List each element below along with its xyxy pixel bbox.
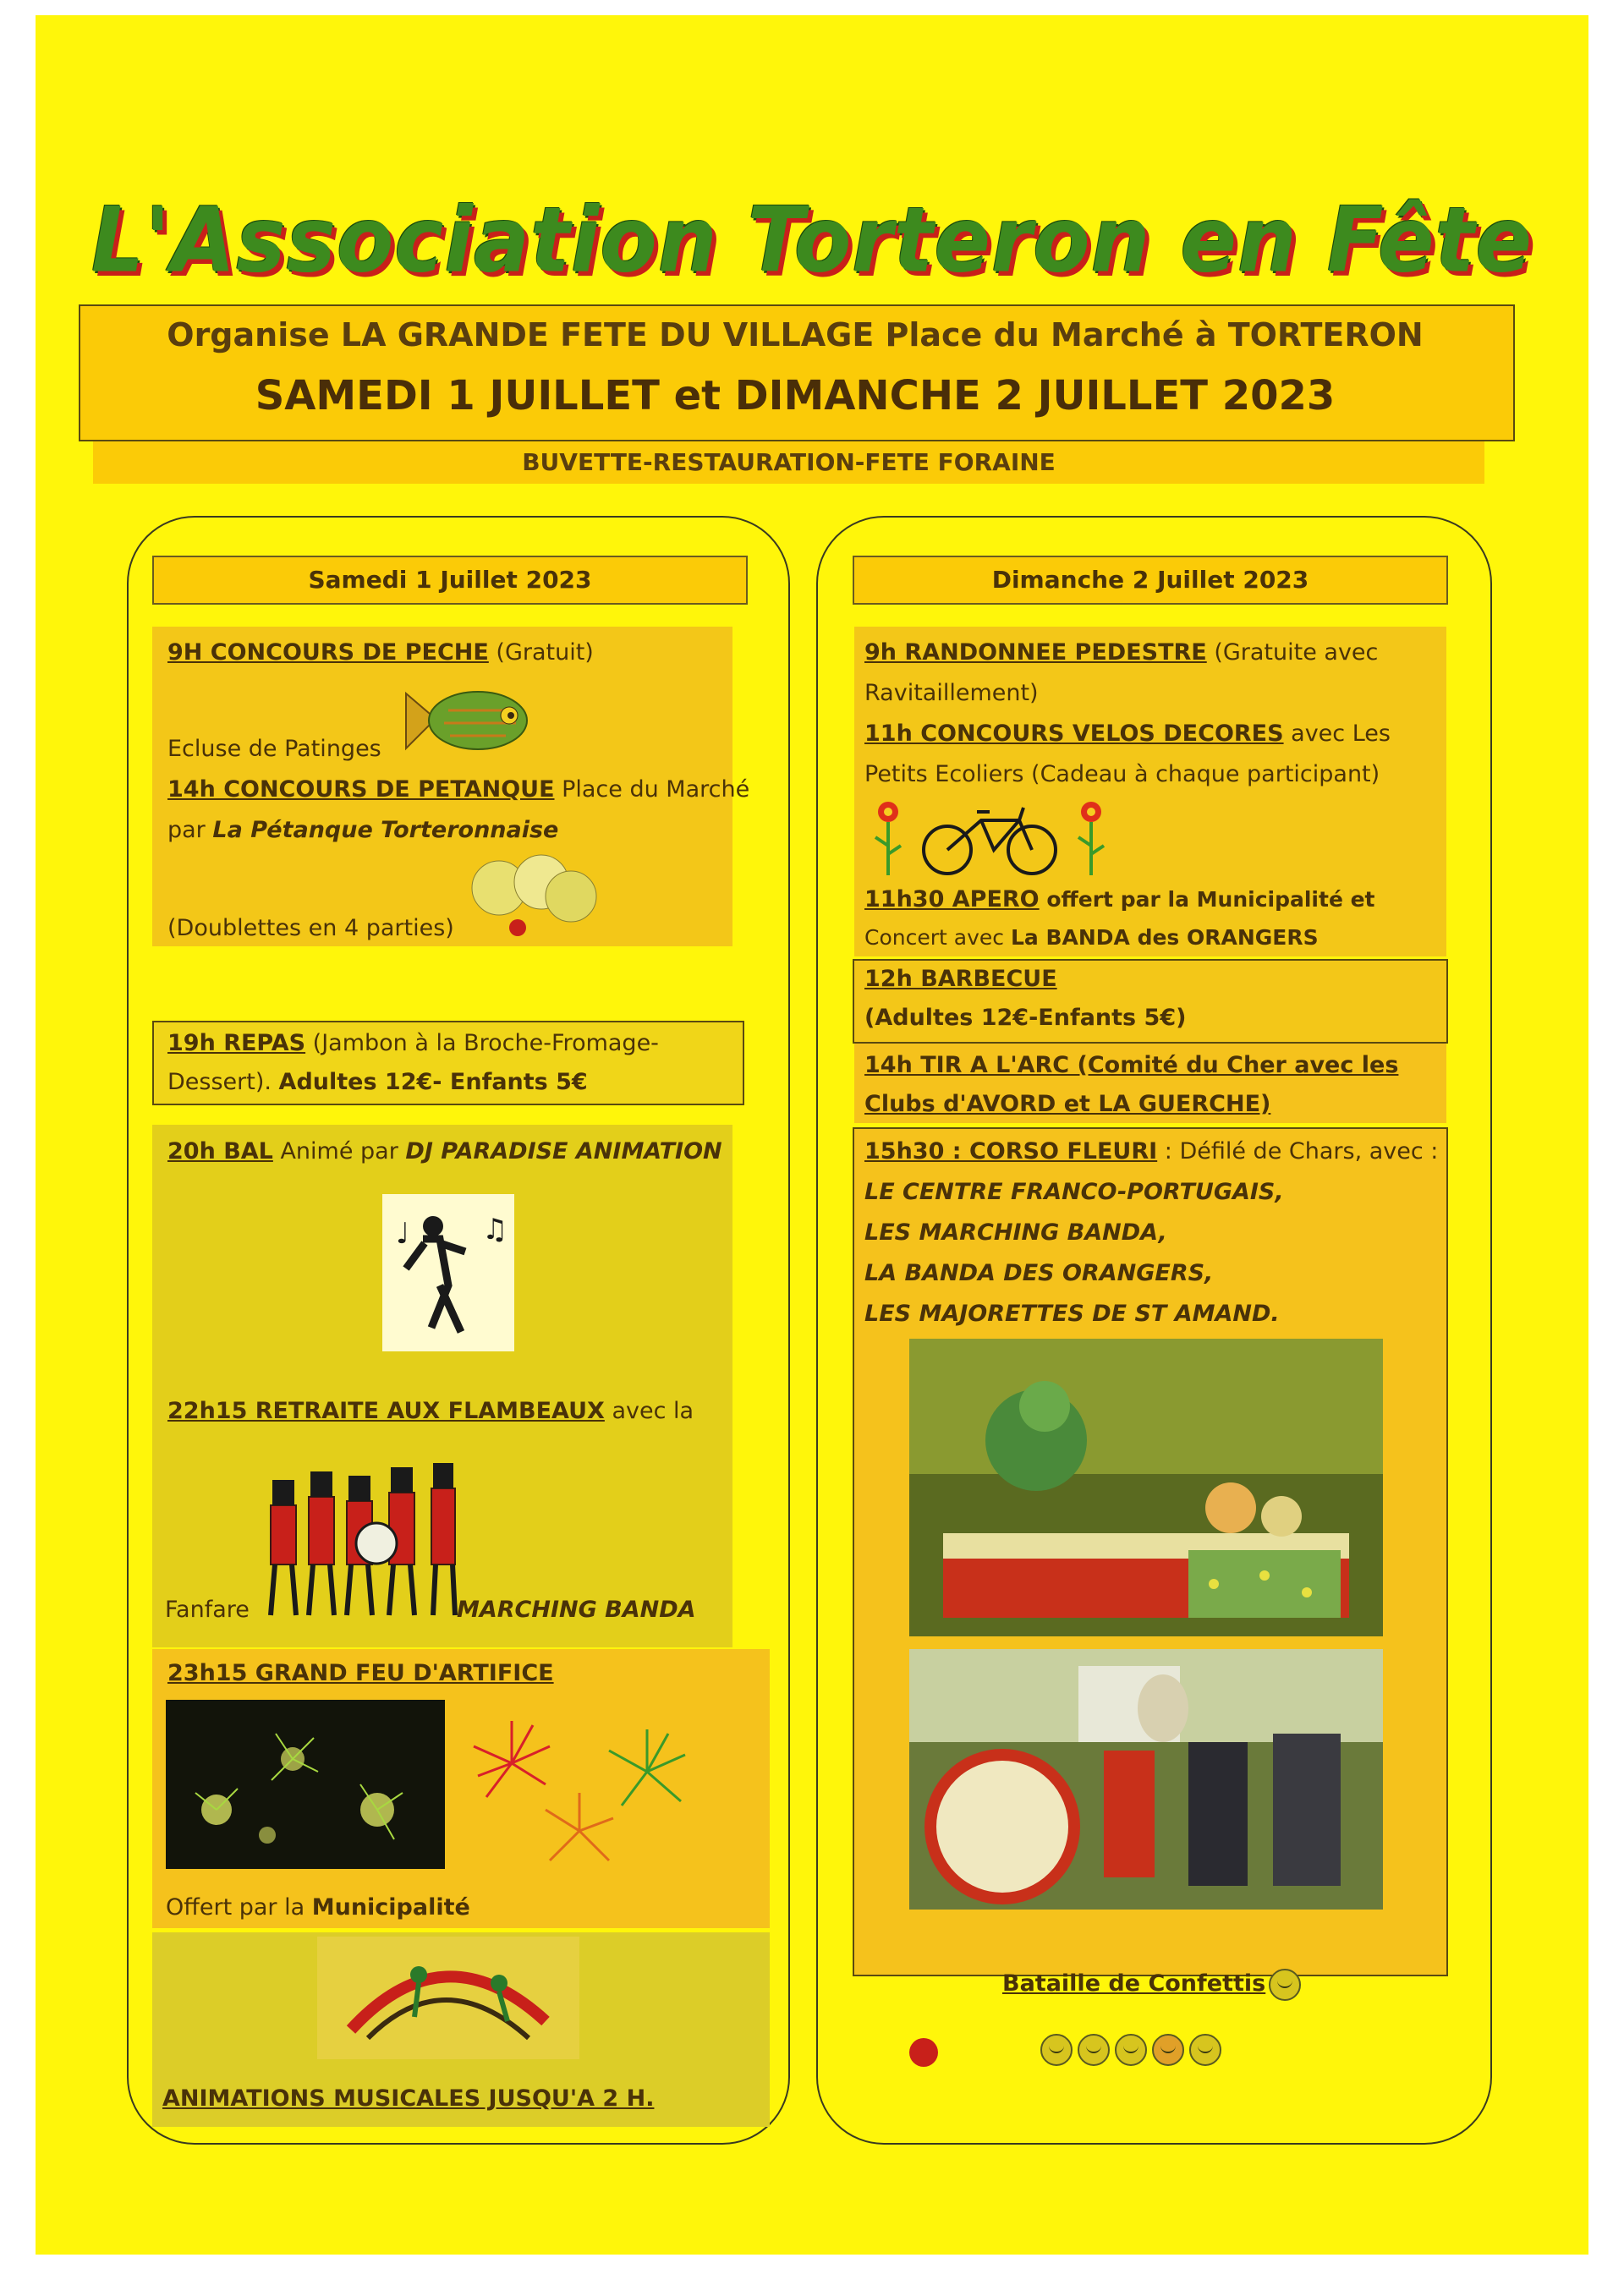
petanque-line [167,770,749,810]
feu-title: 23h15 GRAND FEU D'ARTIFICE [167,1660,554,1686]
repas-menu: (Jambon à la Broche-Fromage- [305,1030,659,1056]
smiley-icon [1078,2034,1110,2066]
repas-menu-2: Dessert). [167,1069,279,1095]
buvette-banner: BUVETTE-RESTAURATION-FETE FORAINE [93,441,1484,484]
smiley-row [1040,2034,1226,2069]
velos-with: avec Les [1283,721,1391,747]
retraite-with: avec la [604,1398,694,1424]
header-line-2: SAMEDI 1 JUILLET et DIMANCHE 2 JUILLET 2023 [255,372,1336,419]
arc-line-2: Clubs d'AVORD et LA GUERCHE) [864,1091,1271,1117]
rando-note: (Gratuite avec [1206,639,1379,666]
fireworks-photo [166,1700,445,1869]
apero-concert: Concert avec [864,925,1011,950]
apero-concert-line [864,918,1319,958]
animations-text [162,2079,654,2119]
bal-title: 20h BAL [167,1138,273,1164]
petanque-title: 14h CONCOURS DE PETANQUE [167,776,555,803]
smiley-icon [1040,2034,1073,2066]
svg-text:♫: ♫ [482,1213,508,1247]
petanque-by: par [167,817,213,843]
petanque-note: (Doublettes en 4 parties) [167,915,454,941]
feu-line [167,1653,554,1694]
rando-title: 9h RANDONNEE PEDESTRE [864,639,1207,666]
apero-by: offert par la Municipalité et [1039,887,1375,912]
repas-line-2 [167,1062,588,1103]
repas-price: Adultes 12€- Enfants 5€ [278,1069,588,1095]
apero-band: La BANDA des ORANGERS [1010,925,1319,950]
confettis-line [1002,1964,1306,2004]
velos-note: Petits Ecoliers (Cadeau à chaque participant) [864,761,1380,787]
svg-text:♩: ♩ [396,1217,410,1251]
smiley-icon [1115,2034,1147,2066]
retraite-line [167,1391,694,1432]
peche-title: 9H CONCOURS DE PECHE [167,639,489,666]
feu-offered-line [166,1888,470,1928]
poster-title: L'Association Torteron en Fête [91,189,1533,293]
smiley-icon [1269,1969,1301,2001]
colorful-fireworks-icon [453,1712,723,1882]
repas-line [167,1023,659,1064]
musical-animation-icon [317,1937,579,2059]
petanque-club: La Pétanque Torteronnaise [212,817,559,843]
peche-line [167,633,594,673]
corso-item-2: LES MARCHING BANDA, [864,1219,1167,1246]
fish-icon [398,677,541,761]
marching-banda-label: MARCHING BANDA [457,1597,696,1623]
feu-offered: Offert par la [166,1894,312,1921]
bbq-title: 12h BARBECUE [864,966,1057,992]
apero-title: 11h30 APERO [864,886,1040,912]
feu-municipality: Municipalité [311,1894,470,1921]
bbq-line [864,959,1057,1000]
peche-note: (Gratuit) [488,639,594,666]
marching-band-photo [909,1649,1383,1910]
corso-item-3: LA BANDA DES ORANGERS, [864,1260,1214,1286]
rando-note-2: Ravitaillement) [864,680,1039,706]
petanque-balls-icon [465,850,601,943]
animations-title: ANIMATIONS MUSICALES JUSQU'A 2 H. [162,2085,655,2112]
apero-line [864,879,1375,920]
corso-item-1: LE CENTRE FRANCO-PORTUGAIS, [864,1179,1284,1205]
corso-desc: : Défilé de Chars, avec : [1157,1138,1439,1164]
repas-title: 19h REPAS [167,1030,306,1056]
arc-line-1: 14h TIR A L'ARC (Comité du Cher avec les [864,1052,1399,1078]
dancers-icon [381,1192,516,1353]
fanfare-label: Fanfare [165,1597,250,1623]
bal-dj: DJ PARADISE ANIMATION [405,1138,722,1164]
bbq-price: (Adultes 12€-Enfants 5€) [864,1005,1187,1031]
velos-title: 11h CONCOURS VELOS DECORES [864,721,1284,747]
sunday-header: Dimanche 2 Juillet 2023 [853,556,1448,605]
header-line-1: Organise LA GRANDE FETE DU VILLAGE Place du Marché à TORTERON [167,316,1424,353]
corso-line [864,1132,1438,1172]
confettis-text: Bataille de Confettis [1002,1970,1266,1997]
velos-line [864,714,1391,754]
marching-band-icon [254,1455,474,1624]
bicycle-flowers-icon [867,795,1112,884]
bal-line [167,1132,722,1172]
smiley-icon [1189,2034,1221,2066]
bal-by: Animé par [272,1138,406,1164]
petanque-place: Place du Marché [554,776,750,803]
red-confetti-icon [909,2038,938,2067]
retraite-title: 22h15 RETRAITE AUX FLAMBEAUX [167,1398,605,1424]
peche-place: Ecluse de Patinges [167,736,381,762]
flower-float-photo [909,1339,1383,1636]
saturday-header: Samedi 1 Juillet 2023 [152,556,748,605]
rando-line [864,633,1378,673]
petanque-by-line [167,810,558,851]
corso-item-4: LES MAJORETTES DE ST AMAND. [864,1301,1280,1327]
smiley-icon [1152,2034,1184,2066]
corso-title: 15h30 : CORSO FLEURI [864,1138,1158,1164]
